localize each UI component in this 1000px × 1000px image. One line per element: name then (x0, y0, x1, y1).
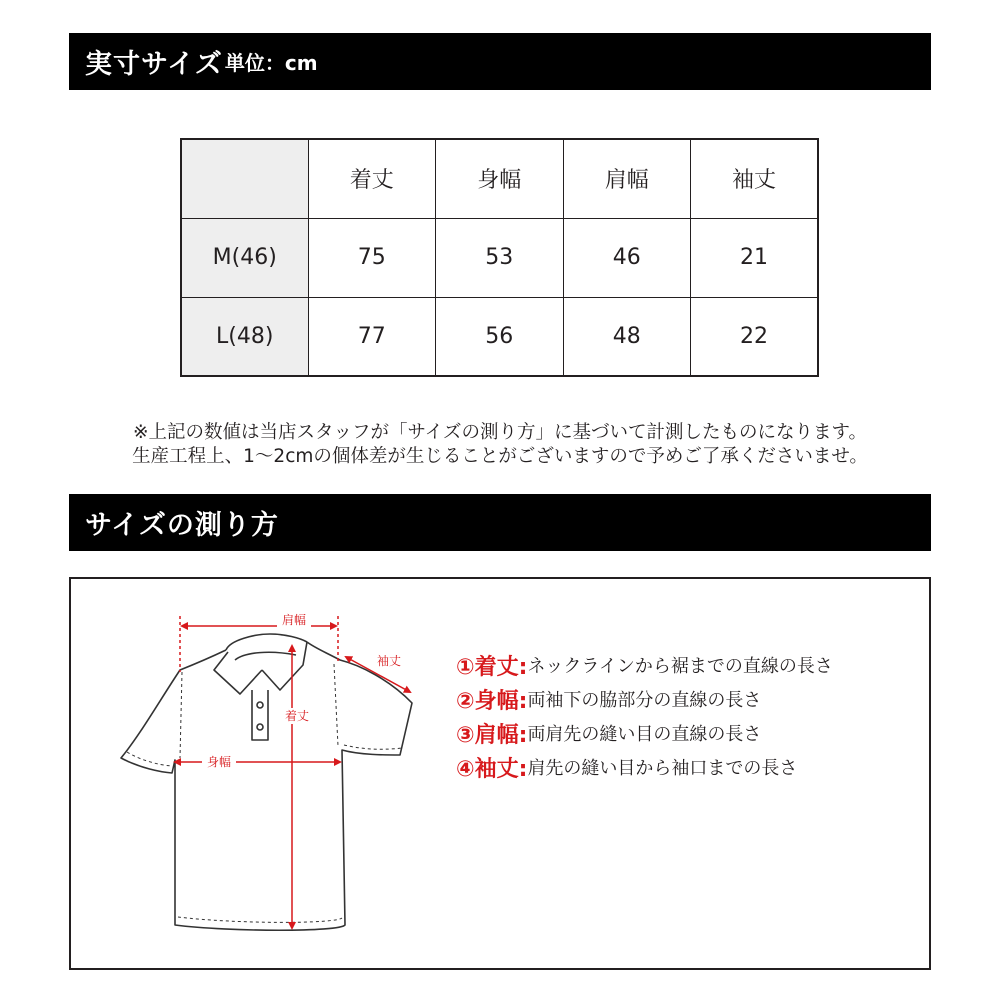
unit-label: 単位：cm (224, 51, 318, 75)
measure-header-title: サイズの測り方 (85, 510, 279, 541)
table-cell: 46 (563, 218, 691, 297)
body-length-label: 着丈 (284, 709, 310, 723)
sleeve-length-label: 袖丈 (376, 654, 402, 668)
table-cell: 21 (691, 218, 819, 297)
list-item (456, 648, 833, 682)
table-cell: 77 (308, 297, 436, 376)
table-cell: 48 (563, 297, 691, 376)
column-header: 肩幅 (563, 139, 691, 218)
legend-description: 肩先の縫い目から袖口までの長さ (527, 758, 798, 779)
chest-width-label: 身幅 (206, 755, 232, 769)
table-cell: 75 (308, 218, 436, 297)
list-item (456, 716, 833, 750)
legend-key: ②身幅: (456, 688, 528, 714)
shoulder-width-label: 肩幅 (281, 613, 307, 627)
shirt-outline (121, 634, 412, 930)
column-header: 着丈 (308, 139, 436, 218)
list-item (456, 682, 833, 716)
legend-key: ③肩幅: (456, 722, 528, 748)
list-item (456, 750, 833, 784)
column-header: 身幅 (436, 139, 564, 218)
measurement-note-line2: 生産工程上、1～2cmの個体差が生じることがございますので予めご了承くださいませ。 (132, 446, 868, 467)
row-size-label: M(46) (181, 218, 308, 297)
legend-description: 両袖下の脇部分の直線の長さ (527, 690, 762, 711)
measurement-legend (456, 648, 833, 784)
table-cell: 22 (691, 297, 819, 376)
legend-key: ④袖丈: (456, 756, 528, 782)
legend-description: 両肩先の縫い目の直線の長さ (527, 724, 762, 745)
measurement-note-line1: ※上記の数値は当店スタッフが「サイズの測り方」に基づいて計測したものになります。 (132, 422, 868, 443)
legend-description: ネックラインから裾までの直線の長さ (527, 656, 833, 677)
size-header-title: 実寸サイズ (85, 49, 223, 80)
legend-key: ①着丈: (456, 654, 528, 680)
table-cell: 56 (436, 297, 564, 376)
table-cell: 53 (436, 218, 564, 297)
column-header: 袖丈 (691, 139, 819, 218)
row-size-label: L(48) (181, 297, 308, 376)
